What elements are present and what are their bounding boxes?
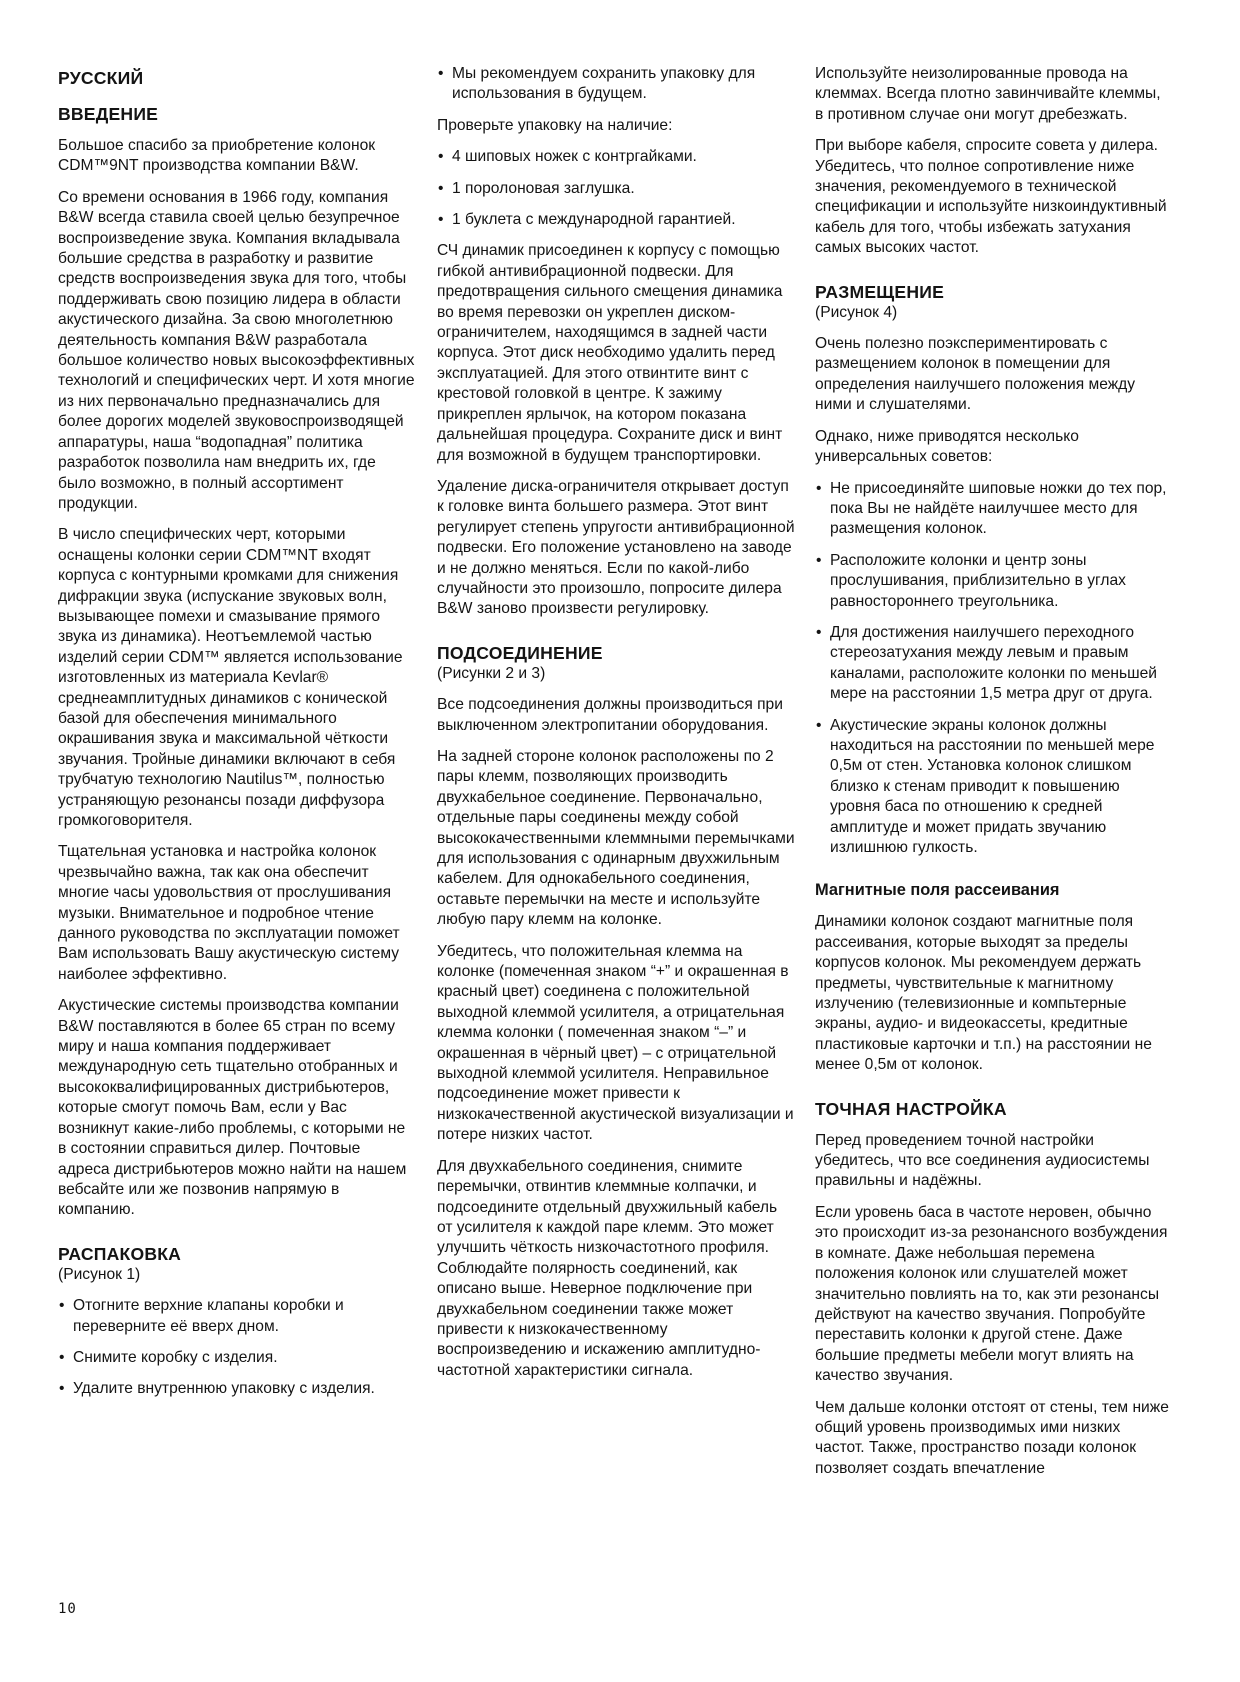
connection-paragraph: Все подсоединения должны производиться при выключенном электропитании оборудования. xyxy=(437,696,783,734)
magnetic-paragraph: Динамики колонок создают магнитные поля рассеивания, которые выходят за пределы корпусов колонок. Мы рекомендуем держать предметы, чувствительные к магнитному излучению (телевизионные и компьтерные экраны, аудио- и видеокассеты, кредитные пластиковые карточки и т.п.) на расстоянии не менее 0,5м от колонок. xyxy=(815,913,1152,1074)
placement-figure-ref: (Рисунок 4) xyxy=(815,303,898,321)
tuning-heading: ТОЧНАЯ НАСТРОЙКА xyxy=(815,1098,1007,1119)
list-item: • Расположите колонки и центр зоны прослушивания, приблизительно в углах равностороннего треугольника. xyxy=(815,551,1173,612)
list-item: • 1 поролоновая заглушка. xyxy=(437,179,795,199)
intro-paragraph: Со времени основания в 1966 году, компания B&W всегда ставила своей целью безупречное воспроизведение звука. Компания вкладывала большие средства в разработку и развитие средств воспроизведения звука для того, чтобы поддерживать свою позицию лидера в области акустического дизайна. За свою многолетнюю деятельность компания B&W разработала большое количество новых высокоэффективных технологий и специфических черт. И хотя многие из них первоначально предназначались для более дорогих моделей звуковоспроизводящей аппаратуры, наша “водопадная” политика разработок позволила нам внедрить их, где было возможно, в полный ассортимент продукции. xyxy=(58,188,415,512)
connection-heading: ПОДСОЕДИНЕНИЕ xyxy=(437,642,603,663)
unpacking-heading: РАСПАКОВКА xyxy=(58,1243,182,1264)
column-2 xyxy=(437,64,795,1392)
connection-paragraph: На задней стороне колонок расположены по 2 пары клемм, позволяющих производить двухкабельное соединение. Первоначально, отдельные пары соединены между собой высококачественными клеммными перемычками для использования с одинарным двухжильным кабелем. Для однокабельного соединения, оставьте перемычки на месте и используйте любую пару клемм на колонке. xyxy=(437,747,795,929)
column-3 xyxy=(815,64,1173,1490)
list-item: • Отогните верхние клапаны коробки и переверните её вверх дном. xyxy=(58,1296,416,1337)
placement-heading: РАЗМЕЩЕНИЕ xyxy=(815,281,945,302)
list-item: • Для достижения наилучшего переходного стереозатухания между левым и правым каналами, расположите колонки по меньшей мере на расстоянии 1,5 метра друг от друга. xyxy=(815,623,1173,705)
connection-paragraph: Используйте неизолированные провода на клеммах. Всегда плотно завинчивайте клеммы, в противном случае они могут дребезжать. xyxy=(815,65,1161,123)
magnetic-heading: Магнитные поля рассеивания xyxy=(815,881,1060,900)
list-item: • Снимите коробку с изделия. xyxy=(58,1348,416,1368)
intro-paragraph: В число специфических черт, которыми оснащены колонки серии CDM™NT входят корпуса с контурными кромками для снижения дифракции звука (испускание звуковых волн, вызывающее помехи и смазывание прямого звука из динамика). Неотъемлемой частью изделий серии CDM™ является использование изготовленных из материала Kevlar® среднеамплитудных динамиков с конической базой для обеспечения минимального окрашивания звука и максимальной чёткости звучания. Тройные динамики включают в себя трубчатую технологию Nautilus™, полностью устраняющую резонансы позади диффузора громкоговорителя. xyxy=(58,526,403,829)
intro-paragraph: Акустические системы производства компании B&W поставляются в более 65 стран по всему миру и наша компания поддерживает международную сеть тщательно отобранных и высококвалифицированных дистрибьютеров, которые смогут помочь Вам, если у Вас возникнут какие-либо проблемы, с которыми не в состоянии справиться дилер. Почтовые адреса дистрибьютеров можно найти на нашем вебсайте или же позвонив напрямую в компанию. xyxy=(58,997,407,1219)
transport-paragraph: СЧ динамик присоединен к корпусу с помощью гибкой антивибрационной подвески. Для предотвращения сильного смещения динамика во время перевозки он укреплен диском-ограничителем, находящимся в задней части корпуса. Этот диск необходимо удалить перед эксплуатацией. Для этого отвинтите винт с крестовой головкой в центре. К зажиму прикреплен ярлычок, на котором показана дальнейшая процедура. Сохраните диск и винт для возможной в будущем транспортировки. xyxy=(437,242,783,464)
intro-paragraph: Большое спасибо за приобретение колонок CDM™9NT производства компании B&W. xyxy=(58,137,376,175)
transport-paragraph: Удаление диска-ограничителя открывает доступ к головке винта большего размера. Этот винт регулирует степень упругости антивибрационной подвески. Его положение установлено на заводе и не должно меняться. Если по какой-либо случайности это произошло, попросите дилера B&W заново произвести регулировку. xyxy=(437,477,795,618)
unpacking-list-continued xyxy=(437,64,795,105)
list-item: • Мы рекомендуем сохранить упаковку для использования в будущем. xyxy=(437,64,795,105)
connection-paragraph: При выборе кабеля, спросите совета у дилера. Убедитесь, что полное сопротивление ниже значения, рекомендуемого в технической спецификации и используйте низкоиндуктивный кабель для того, чтобы избежать затухания самых высоких частот. xyxy=(815,137,1167,257)
list-item: • Удалите внутреннюю упаковку с изделия. xyxy=(58,1379,416,1399)
placement-list xyxy=(815,479,1173,859)
check-intro: Проверьте упаковку на наличие: xyxy=(437,116,673,134)
package-contents-list xyxy=(437,147,795,230)
intro-paragraph: Тщательная установка и настройка колонок чрезвычайно важна, так как она обеспечит многие часы удовольствия от прослушивания музыки. Внимательное и подробное чтение данного руководства по эксплуатации поможет Вам использовать Вашу акустическую систему наиболее эффективно. xyxy=(58,843,400,983)
tuning-paragraph: Если уровень баса в частоте неровен, обычно это происходит из-за резонансного возбуждения в комнате. Даже небольшая перемена положения колонок или слушателей может значительно повлиять на то, как эти резонансы действуют на качество звучания. Попробуйте переставить колонки к другой стене. Даже большие предметы мебели могут влиять на качество звучания. xyxy=(815,1203,1168,1385)
unpacking-list xyxy=(58,1296,416,1400)
connection-paragraph: Для двухкабельного соединения, снимите перемычки, отвинтив клеммные колпачки, и подсоедините отдельный двухжильный кабель от усилителя к каждой паре клемм. Это может улучшить чёткость низкочастотного профиля. Соблюдайте полярность соединений, как описано выше. Неверное подключение при двухкабельном соединении также может привести к низкокачественному воспроизведению и искажению амплитудно-частотной характеристики сигнала. xyxy=(437,1157,778,1379)
page-number: 10 xyxy=(58,1601,77,1617)
placement-paragraph: Однако, ниже приводятся несколько универсальных советов: xyxy=(815,427,1079,466)
tuning-paragraph: Перед проведением точной настройки убедитесь, что все соединения аудиосистемы правильны и надёжны. xyxy=(815,1131,1150,1190)
connection-figure-ref: (Рисунки 2 и 3) xyxy=(437,664,546,682)
list-item: • Акустические экраны колонок должны находиться на расстоянии по меньшей мере 0,5м от стен. Установка колонок слишком близко к стенам приводит к повышению уровня баса по отношению к средней амплитуде и может придать звучанию излишнюю гулкость. xyxy=(815,716,1173,859)
placement-paragraph: Очень полезно поэкспериментировать с размещением колонок в помещении для определения наилучшего положения между ними и слушателями. xyxy=(815,335,1136,414)
connection-paragraph: Убедитесь, что положительная клемма на колонке (помеченная знаком “+” и окрашенная в красный цвет) соединена с положительной выходной клеммой усилителя, а отрицательная клемма колонки ( помеченная знаком “–” и окрашенная в чёрный цвет) – с отрицательной выходной клеммой усилителя. Неправильное подсоединение может привести к низкокачественной акустической визуализации и потере низких частот. xyxy=(437,942,794,1144)
list-item: • 1 буклета с международной гарантией. xyxy=(437,210,795,230)
intro-heading: ВВЕДЕНИЕ xyxy=(58,104,159,124)
list-item: • 4 шиповых ножек с контргайками. xyxy=(437,147,795,167)
column-1 xyxy=(58,64,416,1411)
language-heading: РУССКИЙ xyxy=(58,68,144,88)
tuning-paragraph: Чем дальше колонки отстоят от стены, тем ниже общий уровень производимых ими низких частот. Также, пространство позади колонок позволяет создать впечатление xyxy=(815,1398,1169,1477)
unpacking-figure-ref: (Рисунок 1) xyxy=(58,1265,141,1283)
list-item: • Не присоединяйте шиповые ножки до тех пор, пока Вы не найдёте наилучшее место для размещения колонок. xyxy=(815,479,1173,540)
